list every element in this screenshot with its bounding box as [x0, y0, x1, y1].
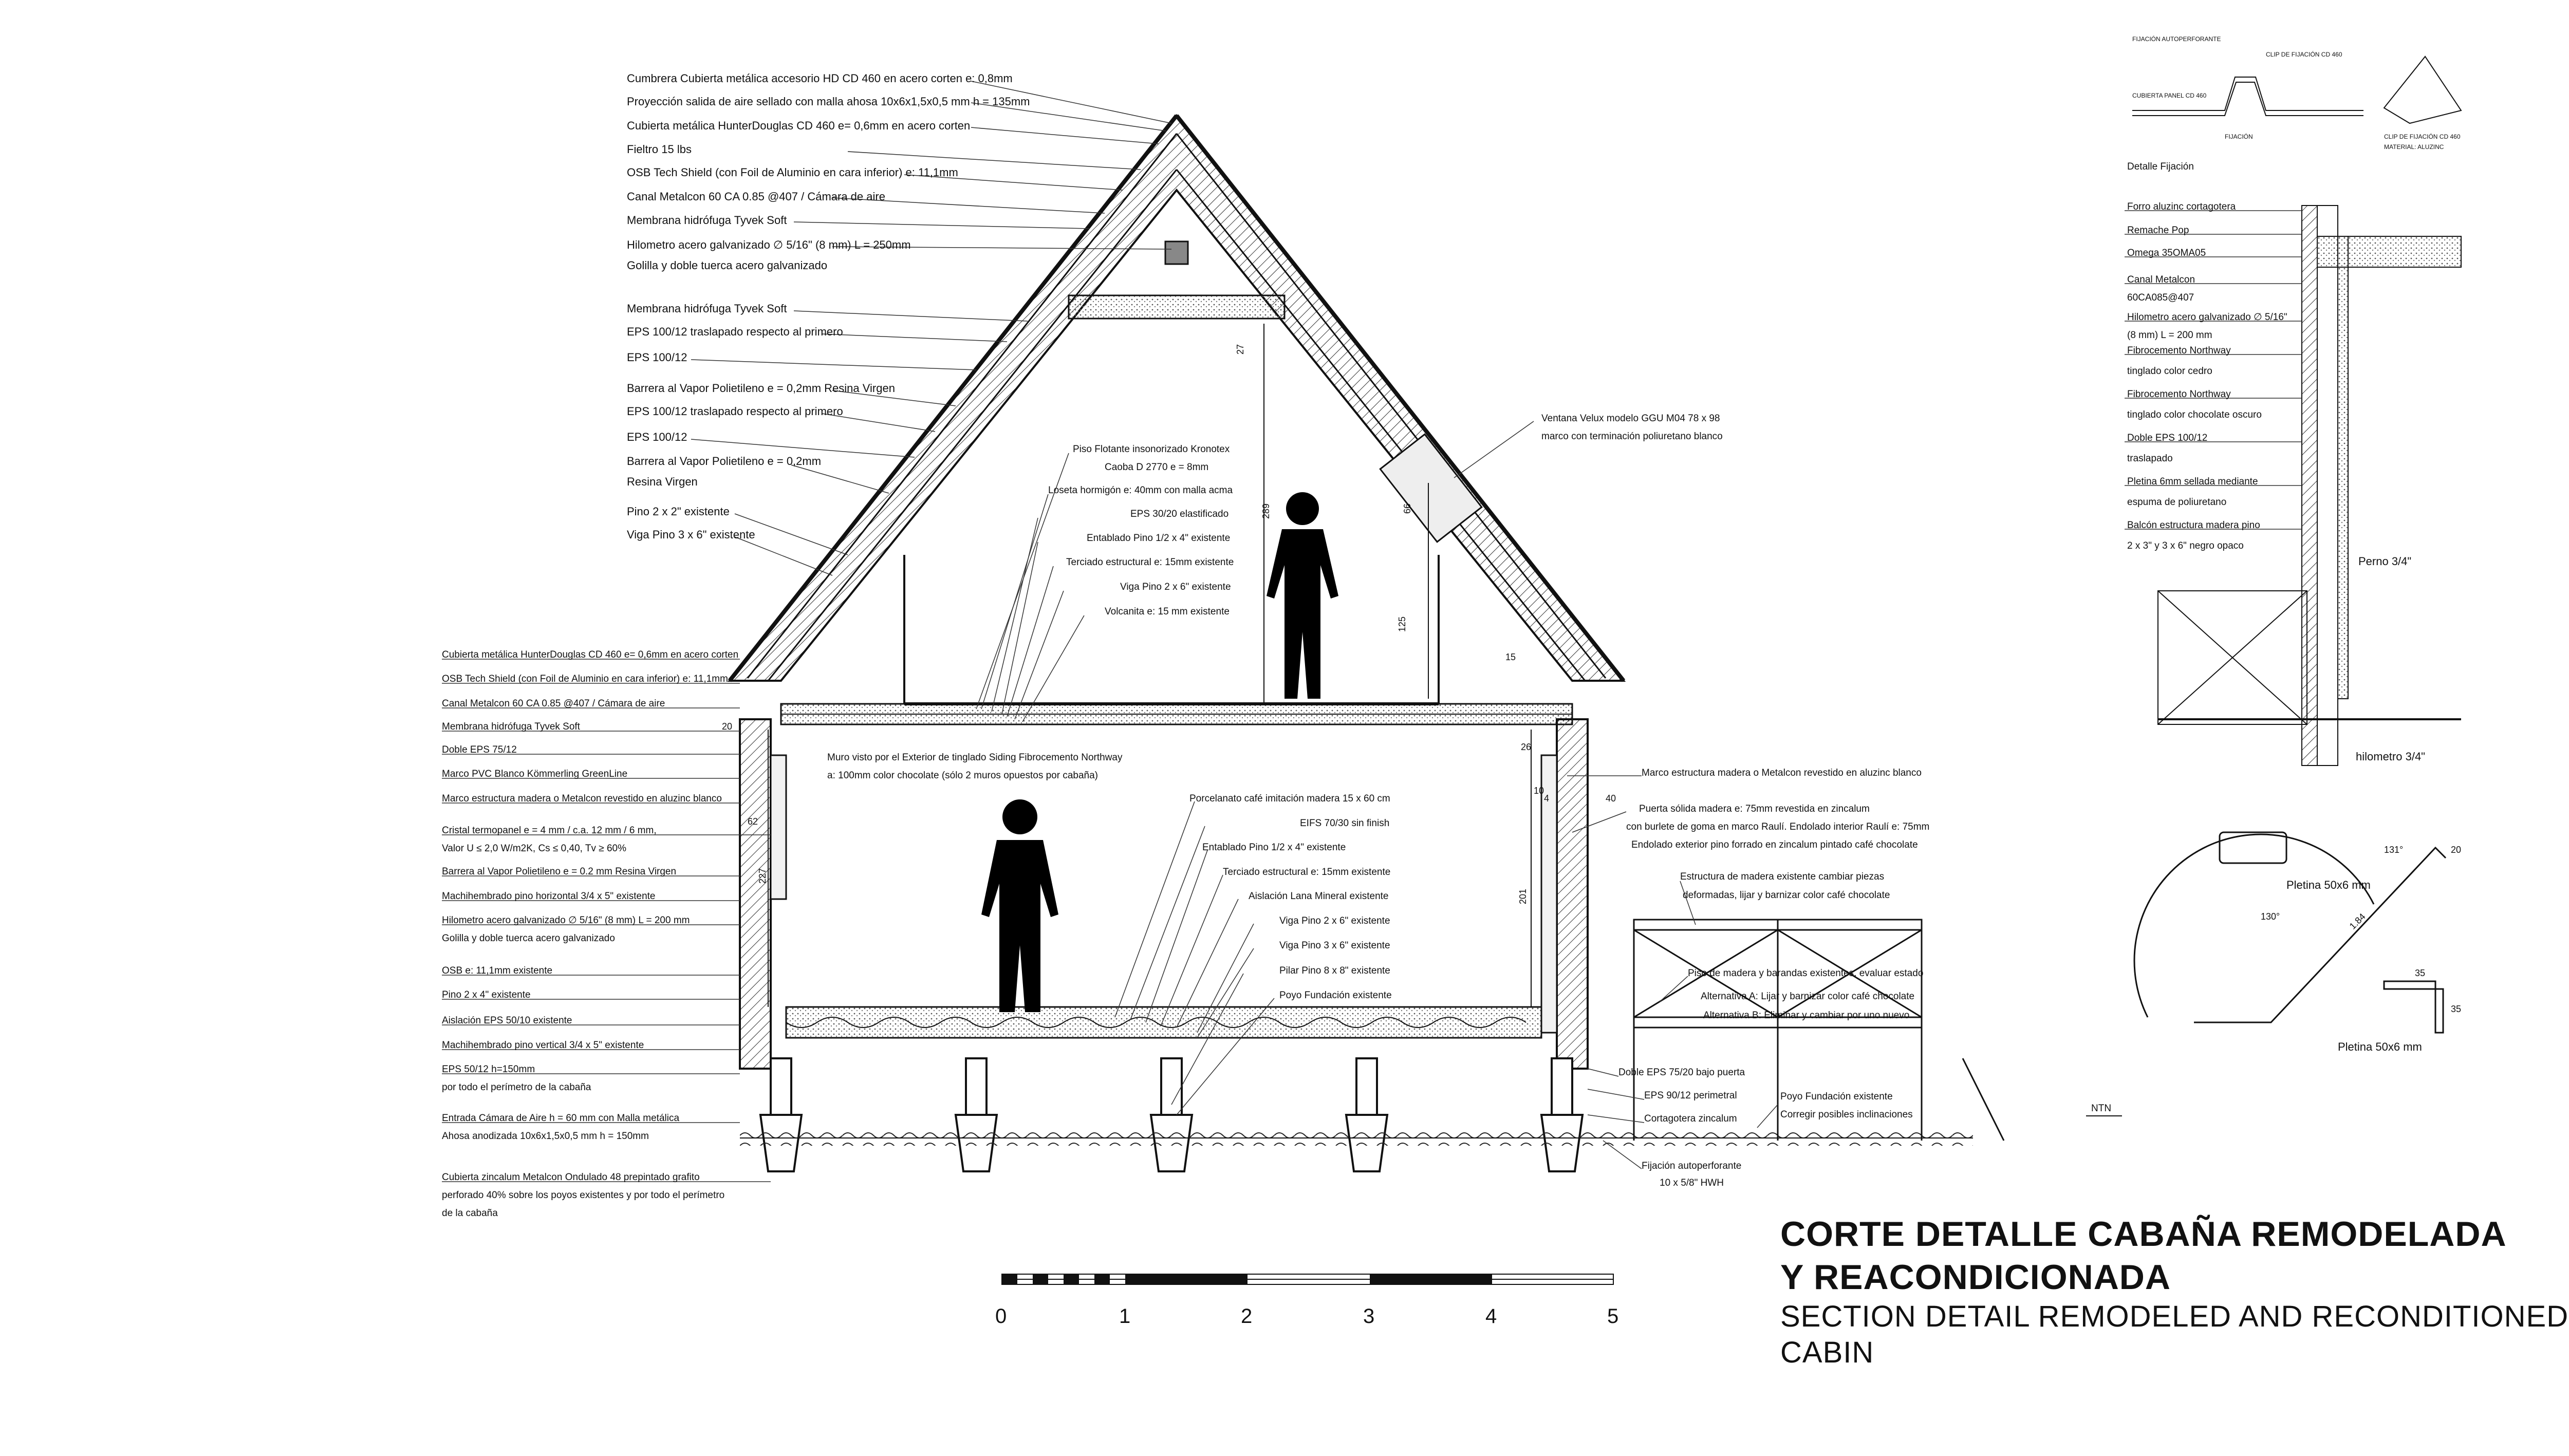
right-label: Doble EPS 75/20 bajo puerta — [1618, 1067, 1745, 1078]
detail-label: Forro aluzinc cortagotera — [2127, 201, 2236, 212]
ground-line — [740, 1130, 1973, 1146]
scale-tick: 5 — [1607, 1305, 1619, 1328]
wall-label: Cristal termopanel e = 4 mm / c.a. 12 mm / 6 mm, — [442, 825, 657, 836]
right-label: Estructura de madera existente cambiar piezas — [1680, 871, 1885, 882]
right-label: deformadas, lijar y barnizar color café chocolate — [1683, 890, 1890, 901]
wall-label: Hilometro acero galvanizado ∅ 5/16" (8 mm) L = 200 mm — [442, 915, 690, 926]
foundation — [760, 1058, 1583, 1171]
detail-label: Hilometro acero galvanizado ∅ 5/16" — [2127, 312, 2287, 323]
dim-40: 40 — [1606, 793, 1616, 804]
roof-label: Barrera al Vapor Polietileno e = 0,2mm Resina Virgen — [627, 382, 895, 395]
dim-289: 289 — [1261, 503, 1271, 519]
svg-text:CLIP DE FIJACIÓN CD 460: CLIP DE FIJACIÓN CD 460 — [2384, 133, 2461, 140]
attic-label: Caoba D 2770 e = 8mm — [1105, 462, 1209, 473]
ground-label: Poyo Fundación existente — [1279, 990, 1392, 1001]
svg-text:20: 20 — [2451, 845, 2462, 855]
scale-tick: 1 — [1119, 1305, 1131, 1328]
deck — [1634, 920, 2004, 1141]
wall-label: Ahosa anodizada 10x6x1,5x0,5 mm h = 150mm — [442, 1131, 649, 1142]
attic-label: EPS 30/20 elastificado — [1130, 509, 1229, 519]
roof-label: Golilla y doble tuerca acero galvanizado — [627, 259, 828, 272]
scale-bar — [1002, 1274, 1613, 1284]
scale-tick: 4 — [1485, 1305, 1497, 1328]
detail-label: Omega 35OMA05 — [2127, 248, 2206, 258]
drawing-title-block — [1780, 1212, 2569, 1371]
roof-label: Resina Virgen — [627, 475, 698, 488]
dim-62: 62 — [748, 816, 758, 827]
right-label: Alternativa A: Lijar y barnizar color café chocolate — [1701, 991, 1915, 1002]
svg-text:130°: 130° — [2261, 911, 2280, 922]
detail-label: 60CA085@407 — [2127, 292, 2194, 303]
detail-label: Detalle Fijación — [2127, 161, 2194, 172]
wall-label: Cubierta metálica HunterDouglas CD 460 e= 0,6mm en acero corten — [442, 649, 739, 660]
right-label: Alternativa B: Eliminar y cambiar por uno nuevo — [1703, 1010, 1910, 1021]
dim-15: 15 — [1505, 652, 1516, 662]
wall-label: OSB Tech Shield (con Foil de Aluminio en cara inferior) e: 11,1mm — [442, 674, 728, 684]
roof-label: Proyección salida de aire sellado con malla ahosa 10x6x1,5x0,5 mm h = 135mm — [627, 95, 1030, 108]
detail-label: Pletina 6mm sellada mediante — [2127, 476, 2258, 487]
attic-label: Entablado Pino 1/2 x 4" existente — [1087, 533, 1231, 544]
roof-labels — [627, 72, 1030, 541]
roof-label: Fieltro 15 lbs — [627, 143, 692, 156]
wall-label: Golilla y doble tuerca acero galvanizado — [442, 933, 615, 944]
right-label: Endolado exterior pino forrado en zincalum pintado café chocolate — [1631, 839, 1918, 850]
roof-label: Viga Pino 3 x 6" existente — [627, 528, 755, 541]
wall-label: OSB e: 11,1mm existente — [442, 965, 553, 976]
svg-text:CUBIERTA PANEL CD 460: CUBIERTA PANEL CD 460 — [2132, 92, 2207, 99]
human-figure-lower — [981, 799, 1058, 1012]
wall-label: Membrana hidrófuga Tyvek Soft — [442, 721, 580, 732]
svg-text:MATERIAL: ALUZINC: MATERIAL: ALUZINC — [2384, 143, 2444, 151]
detail-label: Fibrocemento Northway — [2127, 345, 2231, 356]
roof-label: Barrera al Vapor Polietileno e = 0,2mm — [627, 455, 822, 468]
ground-label: Pilar Pino 8 x 8" existente — [1279, 965, 1390, 976]
scale-tick: 2 — [1241, 1305, 1253, 1328]
ground-label: Terciado estructural e: 15mm existente — [1223, 867, 1391, 878]
roof-label: EPS 100/12 traslapado respecto al primero — [627, 325, 843, 338]
right-label: Cortagotera zincalum — [1644, 1113, 1737, 1124]
wall-label: Marco PVC Blanco Kömmerling GreenLine — [442, 769, 628, 779]
wall-label: Barrera al Vapor Polietileno e = 0.2 mm Resina Virgen — [442, 866, 677, 877]
svg-text:CLIP DE FIJACIÓN CD 460: CLIP DE FIJACIÓN CD 460 — [2266, 51, 2342, 58]
wall-label: Entrada Cámara de Aire h = 60 mm con Malla metálica — [442, 1113, 680, 1124]
wall-label: Machihembrado pino vertical 3/4 x 5" existente — [442, 1040, 644, 1051]
attic-labels — [1048, 444, 1234, 617]
scale-tick: 3 — [1363, 1305, 1375, 1328]
right-label: Poyo Fundación existente — [1780, 1091, 1893, 1102]
wall-label: por todo el perímetro de la cabaña — [442, 1082, 591, 1093]
ground-label: Aislación Lana Mineral existente — [1249, 891, 1389, 902]
window-left — [771, 755, 786, 899]
detail-label: Doble EPS 100/12 — [2127, 433, 2208, 443]
wall-label: de la cabaña — [442, 1208, 498, 1219]
wall-label: Aislación EPS 50/10 existente — [442, 1015, 572, 1026]
wall-label: Pino 2 x 4" existente — [442, 990, 531, 1000]
detail-label: Canal Metalcon — [2127, 274, 2195, 285]
dim-10: 10 — [1534, 786, 1544, 796]
title-line-2: Y REACONDICIONADA — [1780, 1258, 2171, 1297]
dimension-values — [722, 344, 1616, 904]
roof-label: Canal Metalcon 60 CA 0.85 @407 / Cámara de aire — [627, 190, 885, 203]
right-label: Ventana Velux modelo GGU M04 78 x 98 — [1541, 413, 1720, 424]
detail-label: hilometro 3/4" — [2356, 750, 2425, 763]
attic-label: Volcanita e: 15 mm existente — [1105, 606, 1230, 617]
detail-label: (8 mm) L = 200 mm — [2127, 330, 2212, 341]
ridge-vent-icon — [1165, 241, 1188, 264]
detail-label: tinglado color cedro — [2127, 366, 2212, 377]
right-label: Fijación autoperforante — [1642, 1161, 1742, 1171]
svg-text:FIJACIÓN: FIJACIÓN — [2225, 133, 2253, 140]
scale-ticks — [995, 1305, 1618, 1328]
ground-label: EIFS 70/30 sin finish — [1300, 818, 1390, 829]
svg-text:131°: 131° — [2384, 845, 2404, 855]
plate-details — [2134, 832, 2446, 1033]
wall-label: perforado 40% sobre los poyos existentes y por todo el perímetro — [442, 1190, 725, 1201]
roof-label: EPS 100/12 traslapado respecto al primero — [627, 405, 843, 418]
right-label: Piso de madera y barandas existentes, evaluar estado — [1688, 968, 1924, 979]
ground-label: Viga Pino 3 x 6" existente — [1279, 940, 1390, 951]
detail-label: Perno 3/4" — [2358, 555, 2412, 568]
ground-labels — [827, 752, 1392, 1001]
wall-label: Canal Metalcon 60 CA 0.85 @407 / Cámara de aire — [442, 698, 665, 709]
detail-label: traslapado — [2127, 453, 2173, 464]
wall-label: Valor U ≤ 2,0 W/m2K, Cs ≤ 0,40, Tv ≥ 60% — [442, 843, 626, 854]
detail-label: Remache Pop — [2127, 225, 2189, 236]
roof-label: OSB Tech Shield (con Foil de Aluminio en cara inferior) e: 11,1mm — [627, 166, 958, 179]
roof-label: Membrana hidrófuga Tyvek Soft — [627, 214, 787, 227]
svg-text:35: 35 — [2415, 968, 2426, 978]
roof-label: Hilometro acero galvanizado ∅ 5/16" (8 mm) L = 250mm — [627, 238, 911, 251]
title-line-1: CORTE DETALLE CABAÑA REMODELADA — [1780, 1215, 2507, 1254]
dim-26: 26 — [1521, 742, 1532, 752]
roof-label: EPS 100/12 — [627, 351, 687, 364]
dim-27: 27 — [1235, 344, 1245, 354]
right-label: con burlete de goma en marco Raulí. Endolado interior Raulí e: 75mm — [1626, 822, 1930, 832]
dim-20: 20 — [722, 721, 733, 732]
roof-label: Cubierta metálica HunterDouglas CD 460 e= 0,6mm en acero corten — [627, 119, 971, 132]
right-label: Puerta sólida madera e: 75mm revestida en zincalum — [1639, 804, 1870, 814]
wall-label: Machihembrado pino horizontal 3/4 x 5" existente — [442, 891, 656, 902]
scale-tick: 0 — [995, 1305, 1007, 1328]
right-label: 10 x 5/8" HWH — [1660, 1178, 1724, 1188]
roof-label: Cumbrera Cubierta metálica accesorio HD CD 460 en acero corten e: 0,8mm — [627, 72, 1013, 85]
ground-label: a: 100mm color chocolate (sólo 2 muros opuestos por cabaña) — [827, 770, 1098, 781]
ground-label: Porcelanato café imitación madera 15 x 60 cm — [1189, 793, 1390, 804]
wall-label: EPS 50/12 h=150mm — [442, 1064, 535, 1075]
svg-text:35: 35 — [2451, 1004, 2462, 1014]
wall-label: Cubierta zincalum Metalcon Ondulado 48 prepintado grafito — [442, 1172, 700, 1183]
dim-4: 4 — [1544, 793, 1550, 804]
attic-label: Viga Pino 2 x 6" existente — [1120, 582, 1231, 592]
dim-227: 227 — [757, 868, 768, 884]
fixing-detail — [2132, 57, 2461, 123]
wall-labels — [442, 649, 738, 1219]
right-labels — [1541, 413, 2111, 1188]
detail-label: Balcón estructura madera pino — [2127, 520, 2260, 531]
attic-floor — [781, 555, 1572, 724]
right-label: marco con terminación poliuretano blanco — [1541, 431, 1723, 442]
subtitle: SECTION DETAIL REMODELED AND RECONDITIONED CABIN — [1780, 1300, 2569, 1369]
right-label: EPS 90/12 perimetral — [1644, 1090, 1737, 1101]
fixing-detail-text — [2132, 35, 2461, 151]
dim-201: 201 — [1518, 888, 1528, 904]
detail-label: Fibrocemento Northway — [2127, 389, 2231, 400]
right-label: Marco estructura madera o Metalcon revestido en aluzinc blanco — [1642, 768, 1922, 778]
detail-label: tinglado color chocolate oscuro — [2127, 409, 2262, 420]
svg-text:1.84: 1.84 — [2347, 911, 2368, 931]
attic-label: Loseta hormigón e: 40mm con malla acma — [1048, 485, 1233, 496]
detail-label: espuma de poliuretano — [2127, 497, 2227, 508]
roof-label: Membrana hidrófuga Tyvek Soft — [627, 302, 787, 315]
wall-label: Doble EPS 75/12 — [442, 744, 517, 755]
right-label: Corregir posibles inclinaciones — [1780, 1109, 1913, 1120]
human-figure-upper — [1267, 492, 1338, 699]
detail-label: 2 x 3" y 3 x 6" negro opaco — [2127, 540, 2244, 551]
roof-label: EPS 100/12 — [627, 431, 687, 443]
wall-label: Marco estructura madera o Metalcon revestido en aluzinc blanco — [442, 793, 722, 804]
ntn-label: NTN — [2091, 1103, 2112, 1114]
detail-label: Pletina 50x6 mm — [2286, 879, 2371, 891]
ground-label: Entablado Pino 1/2 x 4" existente — [1202, 842, 1346, 853]
ground-label: Muro visto por el Exterior de tinglado Siding Fibrocemento Northway — [827, 752, 1123, 763]
dim-125: 125 — [1397, 616, 1407, 632]
attic-label: Terciado estructural e: 15mm existente — [1066, 557, 1234, 568]
attic-label: Piso Flotante insonorizado Kronotex — [1073, 444, 1230, 455]
detail-label: Pletina 50x6 mm — [2338, 1040, 2422, 1053]
ground-label: Viga Pino 2 x 6" existente — [1279, 916, 1390, 926]
dim-66: 66 — [1402, 503, 1412, 514]
roof-label: Pino 2 x 2" existente — [627, 505, 730, 518]
svg-text:FIJACIÓN AUTOPERFORANTE: FIJACIÓN AUTOPERFORANTE — [2132, 35, 2221, 43]
